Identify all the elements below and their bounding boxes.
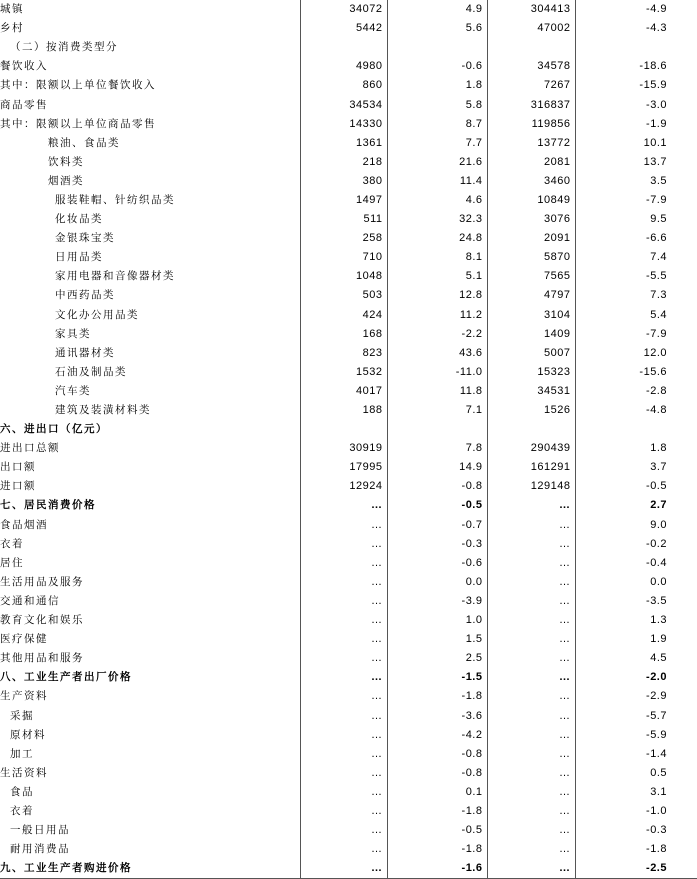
growth-current: 0.0	[387, 573, 487, 592]
growth-cumulative: 7.4	[650, 251, 667, 264]
value-cumulative: 7267	[487, 76, 575, 95]
value-cumulative: 34578	[487, 57, 575, 76]
table-row	[0, 821, 697, 840]
growth-current: -3.6	[387, 706, 487, 725]
row-label: 乡村	[0, 22, 24, 35]
value-current: 188	[300, 401, 387, 420]
growth-current: 7.7	[387, 134, 487, 153]
growth-cumulative: 3.7	[650, 461, 667, 474]
growth-current: 32.3	[387, 210, 487, 229]
row-label: 建筑及装潢材料类	[55, 404, 151, 417]
value-current: 710	[300, 248, 387, 267]
row-label: 其中：限额以上单位商品零售	[0, 117, 156, 130]
table-row	[0, 267, 697, 286]
value-current: …	[300, 611, 387, 630]
value-cumulative: 316837	[487, 95, 575, 114]
table-row	[0, 134, 697, 153]
table-row	[0, 229, 697, 248]
growth-current: 5.1	[387, 267, 487, 286]
growth-cumulative: -15.9	[639, 79, 667, 92]
row-label: 采掘	[10, 709, 34, 722]
value-current: …	[300, 745, 387, 764]
row-label: 家具类	[55, 327, 91, 340]
value-current: …	[300, 592, 387, 611]
growth-cumulative: 2.7	[650, 499, 667, 512]
value-cumulative: …	[487, 745, 575, 764]
value-current: …	[300, 535, 387, 554]
value-cumulative: 290439	[487, 439, 575, 458]
growth-current: -0.6	[387, 57, 487, 76]
growth-cumulative: -4.9	[646, 3, 667, 16]
growth-current: -0.8	[387, 745, 487, 764]
growth-current: 4.9	[387, 0, 487, 19]
row-label: 原材料	[10, 728, 46, 741]
growth-current: 14.9	[387, 458, 487, 477]
row-label: 医疗保健	[0, 633, 48, 646]
value-current: 424	[300, 306, 387, 325]
row-label: 家用电器和音像器材类	[55, 270, 175, 283]
table-row	[0, 783, 697, 802]
growth-cumulative: -1.4	[646, 747, 667, 760]
growth-cumulative: -7.9	[646, 327, 667, 340]
value-current: 1048	[300, 267, 387, 286]
value-cumulative: 7565	[487, 267, 575, 286]
table-row	[0, 153, 697, 172]
table-row	[0, 115, 697, 134]
row-label: 一般日用品	[10, 824, 70, 837]
value-cumulative: …	[487, 783, 575, 802]
value-current: …	[300, 554, 387, 573]
value-current	[300, 38, 387, 57]
value-cumulative: …	[487, 840, 575, 859]
growth-current: 2.5	[387, 649, 487, 668]
value-cumulative: …	[487, 859, 575, 879]
value-cumulative: 119856	[487, 115, 575, 134]
row-label: 耐用消费品	[10, 843, 70, 856]
growth-cumulative: 12.0	[643, 346, 667, 359]
growth-cumulative: -2.0	[646, 671, 667, 684]
row-label: 商品零售	[0, 98, 48, 111]
growth-current: -0.5	[387, 496, 487, 515]
growth-cumulative: 4.5	[650, 652, 667, 665]
table-row	[0, 630, 697, 649]
table-row	[0, 19, 697, 38]
table-row	[0, 76, 697, 95]
row-label: 衣着	[10, 804, 34, 817]
value-current: …	[300, 859, 387, 879]
value-cumulative: 3104	[487, 306, 575, 325]
growth-cumulative: -3.5	[646, 594, 667, 607]
value-current: …	[300, 649, 387, 668]
value-current: 503	[300, 286, 387, 305]
table-row	[0, 439, 697, 458]
growth-current: 8.1	[387, 248, 487, 267]
table-row	[0, 57, 697, 76]
growth-current: 5.8	[387, 95, 487, 114]
row-label: 居住	[0, 556, 24, 569]
growth-cumulative: -1.9	[646, 117, 667, 130]
growth-current: -1.8	[387, 687, 487, 706]
growth-current: -0.7	[387, 516, 487, 535]
growth-cumulative: 5.4	[650, 308, 667, 321]
growth-cumulative: -0.2	[646, 537, 667, 550]
table-row	[0, 516, 697, 535]
value-current: 17995	[300, 458, 387, 477]
value-current: 860	[300, 76, 387, 95]
value-current: 258	[300, 229, 387, 248]
value-current: …	[300, 783, 387, 802]
growth-cumulative: 3.1	[650, 785, 667, 798]
value-cumulative: 5870	[487, 248, 575, 267]
growth-current: 0.1	[387, 783, 487, 802]
value-current: …	[300, 726, 387, 745]
table-row	[0, 802, 697, 821]
value-cumulative: 1409	[487, 325, 575, 344]
growth-current: -0.3	[387, 535, 487, 554]
table-row	[0, 248, 697, 267]
table-row	[0, 611, 697, 630]
value-current: 34534	[300, 95, 387, 114]
value-current: …	[300, 496, 387, 515]
growth-cumulative: -2.8	[646, 384, 667, 397]
value-cumulative: 15323	[487, 363, 575, 382]
value-cumulative: 3076	[487, 210, 575, 229]
value-current: 218	[300, 153, 387, 172]
value-current: …	[300, 630, 387, 649]
table-row	[0, 191, 697, 210]
value-cumulative: …	[487, 764, 575, 783]
table-row	[0, 325, 697, 344]
growth-current: 4.6	[387, 191, 487, 210]
table-row	[0, 477, 697, 496]
value-cumulative: …	[487, 726, 575, 745]
table-row	[0, 382, 697, 401]
growth-current: -11.0	[387, 363, 487, 382]
table-row	[0, 535, 697, 554]
growth-current: -1.6	[387, 859, 487, 879]
row-label: 加工	[10, 747, 34, 760]
growth-cumulative: 9.0	[650, 518, 667, 531]
row-label: 出口额	[0, 461, 36, 474]
value-cumulative: …	[487, 611, 575, 630]
growth-cumulative: -0.5	[646, 480, 667, 493]
growth-current: 11.8	[387, 382, 487, 401]
growth-current: -1.5	[387, 668, 487, 687]
row-label: 八、工业生产者出厂价格	[0, 671, 132, 684]
row-label: 交通和通信	[0, 594, 60, 607]
table-row	[0, 344, 697, 363]
growth-cumulative: 1.3	[650, 614, 667, 627]
growth-cumulative: 1.8	[650, 442, 667, 455]
value-current: …	[300, 764, 387, 783]
growth-cumulative	[575, 38, 697, 57]
growth-cumulative: -0.3	[646, 824, 667, 837]
row-label: 食品烟酒	[0, 518, 48, 531]
table-row	[0, 859, 697, 879]
table-row	[0, 840, 697, 859]
growth-current: 8.7	[387, 115, 487, 134]
value-cumulative: 5007	[487, 344, 575, 363]
growth-cumulative: 3.5	[650, 174, 667, 187]
value-cumulative: …	[487, 496, 575, 515]
value-cumulative: 47002	[487, 19, 575, 38]
value-cumulative	[487, 420, 575, 439]
value-cumulative: …	[487, 573, 575, 592]
table-row	[0, 38, 697, 57]
row-label: 汽车类	[55, 384, 91, 397]
growth-current: -0.5	[387, 821, 487, 840]
value-cumulative: …	[487, 649, 575, 668]
table-row	[0, 363, 697, 382]
table-row	[0, 726, 697, 745]
row-label: 中西药品类	[55, 289, 115, 302]
table-row	[0, 706, 697, 725]
table-row	[0, 573, 697, 592]
row-label: 进口额	[0, 480, 36, 493]
value-current: …	[300, 840, 387, 859]
value-current: 14330	[300, 115, 387, 134]
row-label: 城镇	[0, 3, 24, 16]
growth-cumulative: -2.9	[646, 690, 667, 703]
value-cumulative: 2091	[487, 229, 575, 248]
growth-current	[387, 420, 487, 439]
growth-current: 7.8	[387, 439, 487, 458]
growth-cumulative: 1.9	[650, 633, 667, 646]
table-row	[0, 210, 697, 229]
growth-current: 11.2	[387, 306, 487, 325]
value-current: 4980	[300, 57, 387, 76]
value-cumulative: …	[487, 516, 575, 535]
value-current: …	[300, 573, 387, 592]
growth-cumulative: 0.5	[650, 766, 667, 779]
table-row	[0, 306, 697, 325]
value-current: 168	[300, 325, 387, 344]
value-current: 12924	[300, 477, 387, 496]
table-row	[0, 592, 697, 611]
table-row	[0, 668, 697, 687]
row-label: 进出口总额	[0, 442, 60, 455]
growth-cumulative: 0.0	[650, 575, 667, 588]
row-label: 烟酒类	[48, 174, 84, 187]
value-current: …	[300, 802, 387, 821]
value-cumulative: …	[487, 668, 575, 687]
growth-current: 1.0	[387, 611, 487, 630]
table-row	[0, 458, 697, 477]
row-label: 生活资料	[0, 766, 48, 779]
row-label: 日用品类	[55, 251, 103, 264]
growth-current: -1.8	[387, 840, 487, 859]
row-label: 文化办公用品类	[55, 308, 139, 321]
growth-current: 43.6	[387, 344, 487, 363]
value-current: …	[300, 687, 387, 706]
row-label: 食品	[10, 785, 34, 798]
value-cumulative: …	[487, 687, 575, 706]
value-cumulative: 34531	[487, 382, 575, 401]
growth-current: 12.8	[387, 286, 487, 305]
table-row	[0, 745, 697, 764]
value-current: 4017	[300, 382, 387, 401]
value-cumulative: …	[487, 554, 575, 573]
value-current	[300, 420, 387, 439]
row-label: 衣着	[0, 537, 24, 550]
value-cumulative: 2081	[487, 153, 575, 172]
growth-cumulative: 7.3	[650, 289, 667, 302]
row-label: 九、工业生产者购进价格	[0, 859, 300, 879]
value-current: …	[300, 821, 387, 840]
growth-cumulative: 13.7	[643, 155, 667, 168]
value-cumulative: …	[487, 630, 575, 649]
table-row	[0, 687, 697, 706]
growth-current: -0.6	[387, 554, 487, 573]
value-cumulative: 4797	[487, 286, 575, 305]
growth-cumulative: -1.8	[646, 843, 667, 856]
row-label: 教育文化和娱乐	[0, 614, 84, 627]
value-current: 511	[300, 210, 387, 229]
row-label: 其他用品和服务	[0, 652, 84, 665]
value-cumulative: 161291	[487, 458, 575, 477]
growth-cumulative: -2.5	[575, 859, 697, 879]
table-row	[0, 496, 697, 515]
row-label: 化妆品类	[55, 213, 103, 226]
row-label: 其中：限额以上单位餐饮收入	[0, 79, 156, 92]
value-current: 823	[300, 344, 387, 363]
growth-current: -4.2	[387, 726, 487, 745]
growth-cumulative: -3.0	[646, 98, 667, 111]
growth-current: -3.9	[387, 592, 487, 611]
growth-current	[387, 38, 487, 57]
table-row	[0, 172, 697, 191]
value-cumulative: …	[487, 592, 575, 611]
value-current: 1532	[300, 363, 387, 382]
table-row	[0, 554, 697, 573]
row-label: 金银珠宝类	[55, 232, 115, 245]
growth-cumulative: -6.6	[646, 232, 667, 245]
growth-current: -0.8	[387, 477, 487, 496]
growth-current: 5.6	[387, 19, 487, 38]
growth-cumulative: -7.9	[646, 193, 667, 206]
value-current: 380	[300, 172, 387, 191]
table-row	[0, 286, 697, 305]
row-label: 六、进出口（亿元）	[0, 423, 108, 436]
row-label: 生产资料	[0, 690, 48, 703]
value-current: …	[300, 668, 387, 687]
growth-cumulative: -4.3	[646, 22, 667, 35]
growth-cumulative	[575, 420, 697, 439]
growth-cumulative: -4.8	[646, 404, 667, 417]
row-label: （二）按消费类型分	[10, 41, 118, 54]
table-row	[0, 95, 697, 114]
value-current: …	[300, 516, 387, 535]
row-label: 餐饮收入	[0, 60, 48, 73]
growth-current: 21.6	[387, 153, 487, 172]
growth-current: -1.8	[387, 802, 487, 821]
value-current: …	[300, 706, 387, 725]
value-current: 5442	[300, 19, 387, 38]
table-row	[0, 0, 697, 19]
growth-current: -0.8	[387, 764, 487, 783]
growth-current: -2.2	[387, 325, 487, 344]
growth-cumulative: -1.0	[646, 804, 667, 817]
growth-cumulative: -5.7	[646, 709, 667, 722]
row-label: 通讯器材类	[55, 346, 115, 359]
growth-cumulative: -5.9	[646, 728, 667, 741]
value-cumulative: 304413	[487, 0, 575, 19]
table-row	[0, 401, 697, 420]
table-row	[0, 649, 697, 668]
value-cumulative: …	[487, 706, 575, 725]
growth-current: 1.8	[387, 76, 487, 95]
value-cumulative: …	[487, 535, 575, 554]
value-current: 1361	[300, 134, 387, 153]
value-cumulative: 3460	[487, 172, 575, 191]
growth-cumulative: 10.1	[643, 136, 667, 149]
growth-current: 1.5	[387, 630, 487, 649]
value-cumulative	[487, 38, 575, 57]
value-current: 30919	[300, 439, 387, 458]
growth-cumulative: -5.5	[646, 270, 667, 283]
row-label: 七、居民消费价格	[0, 499, 96, 512]
row-label: 石油及制品类	[55, 365, 127, 378]
value-current: 34072	[300, 0, 387, 19]
value-cumulative: …	[487, 821, 575, 840]
value-cumulative: 129148	[487, 477, 575, 496]
value-cumulative: …	[487, 802, 575, 821]
table-row	[0, 420, 697, 439]
growth-cumulative: 9.5	[650, 213, 667, 226]
row-label: 服装鞋帽、针纺织品类	[55, 193, 175, 206]
value-cumulative: 10849	[487, 191, 575, 210]
table-row	[0, 764, 697, 783]
row-label: 饮料类	[48, 155, 84, 168]
growth-cumulative: -0.4	[646, 556, 667, 569]
growth-current: 11.4	[387, 172, 487, 191]
value-cumulative: 13772	[487, 134, 575, 153]
value-current: 1497	[300, 191, 387, 210]
growth-current: 7.1	[387, 401, 487, 420]
growth-current: 24.8	[387, 229, 487, 248]
value-cumulative: 1526	[487, 401, 575, 420]
row-label: 生活用品及服务	[0, 575, 84, 588]
row-label: 粮油、食品类	[48, 136, 120, 149]
growth-cumulative: -18.6	[639, 60, 667, 73]
growth-cumulative: -15.6	[639, 365, 667, 378]
